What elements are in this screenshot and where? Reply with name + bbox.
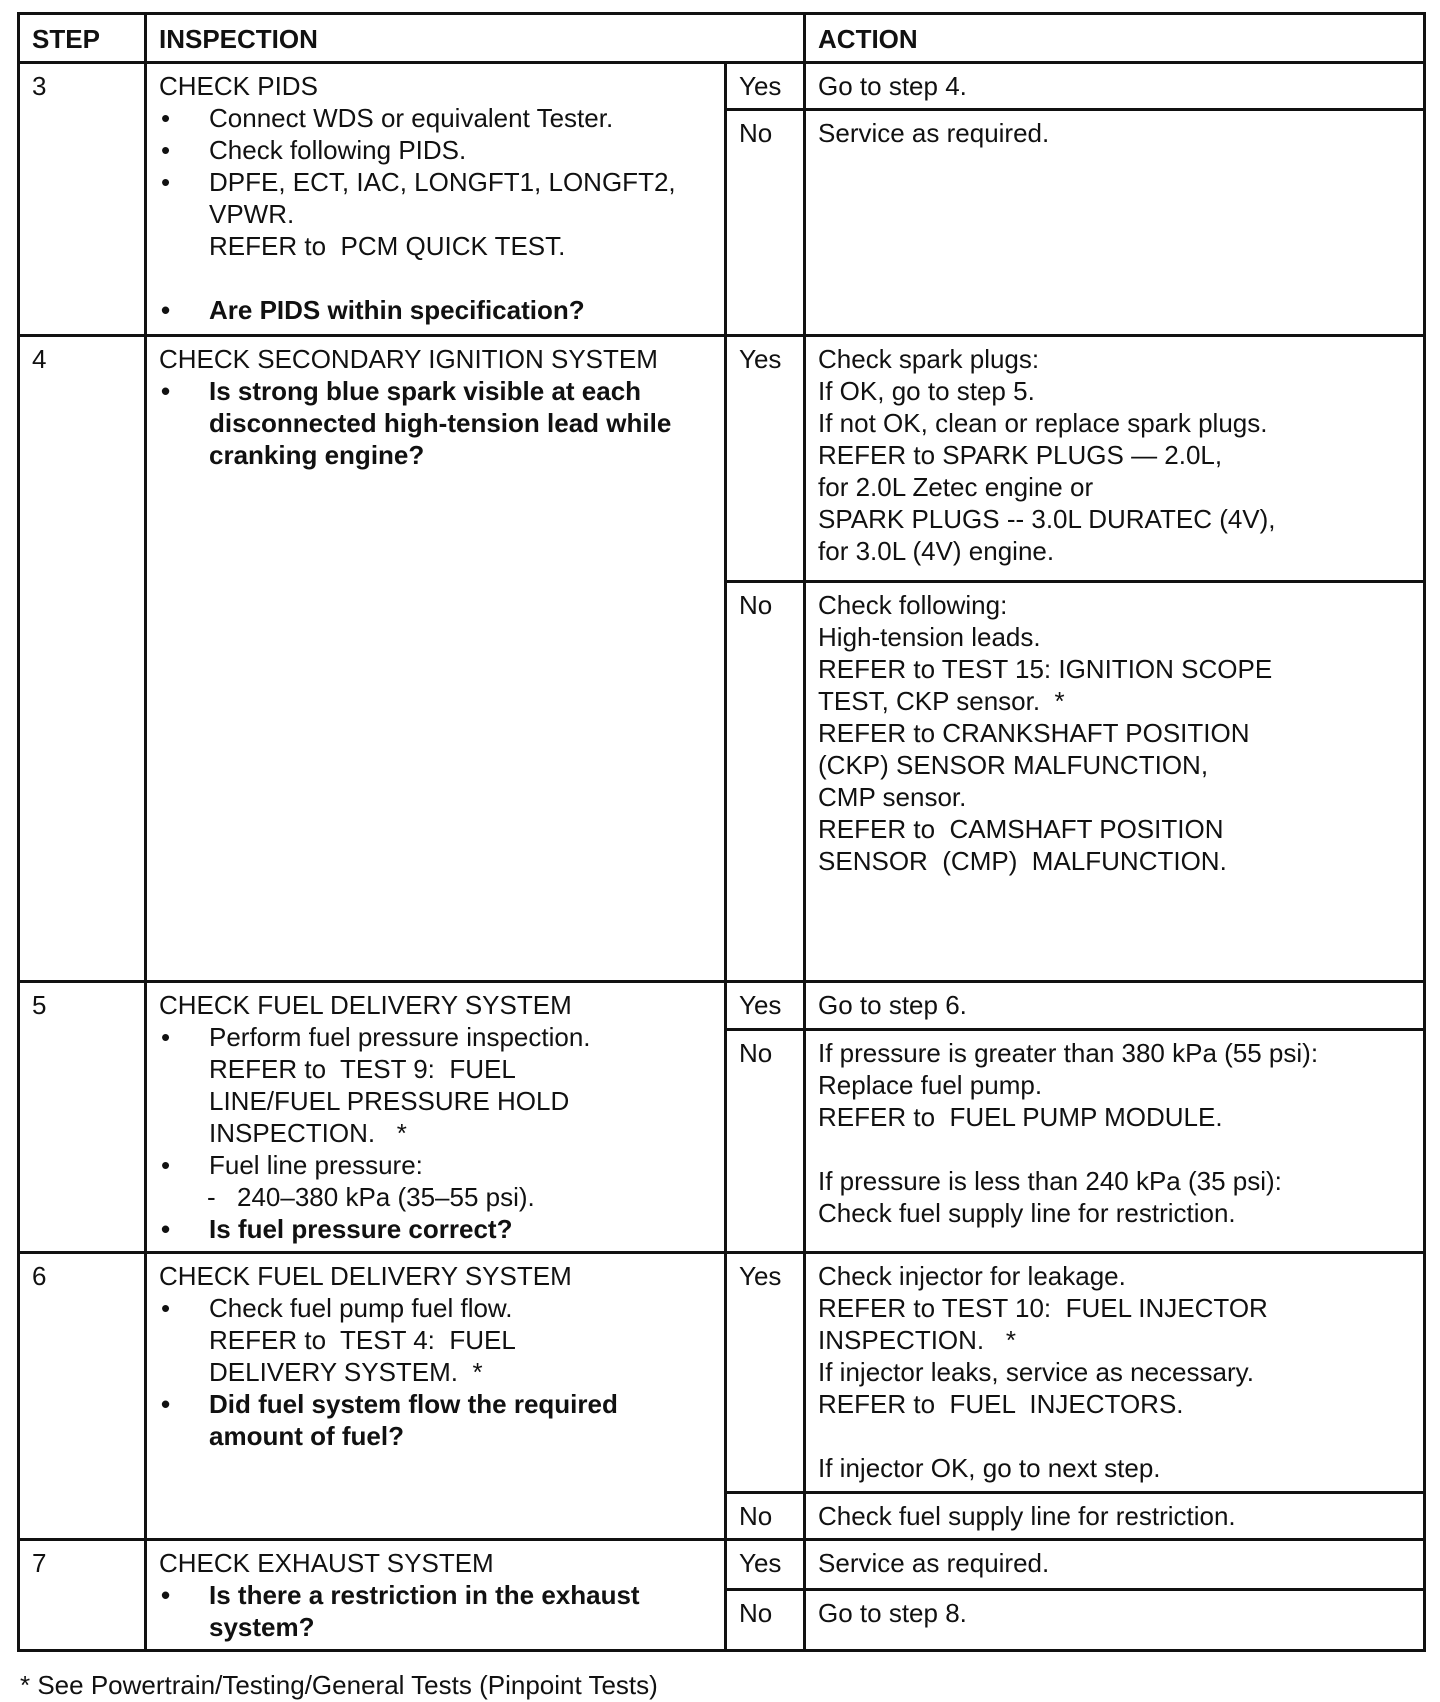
yes-label: Yes — [726, 63, 805, 110]
inspection-question: • Is there a restriction in the exhaust system? — [161, 1580, 640, 1642]
no-action: Service as required. — [805, 110, 1425, 336]
step-7-yes-row — [19, 1540, 1425, 1590]
step-column-header: STEP — [19, 14, 146, 63]
step-3-yes-row — [19, 63, 1425, 110]
inspection-bullet: • DPFE, ECT, IAC, LONGFT1, LONGFT2, VPWR. REFER to PCM QUICK TEST. — [159, 166, 712, 262]
inspection-bullet: • Connect WDS or equivalent Tester. — [161, 103, 614, 133]
inspection-question: • Is strong blue spark visible at each disconnected high-tension lead while cranking engine? — [161, 376, 672, 470]
yes-label: Yes — [726, 1253, 805, 1493]
no-label: No — [726, 1589, 805, 1650]
inspection-cell — [146, 1540, 726, 1651]
no-label: No — [726, 110, 805, 336]
yes-label: Yes — [726, 1540, 805, 1590]
action-column-header: ACTION — [805, 14, 1425, 63]
inspection-cell — [146, 63, 726, 336]
no-action: If pressure is greater than 380 kPa (55 psi): Replace fuel pump. REFER to FUEL PUMP MODULE. If pressure is less than 240 kPa (35 psi): Check fuel supply line for restriction. — [805, 1029, 1425, 1252]
yes-action: Go to step 6. — [805, 982, 1425, 1030]
inspection-sub-item: - 240–380 kPa (35–55 psi). — [207, 1182, 535, 1212]
inspection-title: CHECK PIDS — [159, 71, 318, 101]
inspection-bullet: • Check fuel pump fuel flow. REFER to TEST 4: FUEL DELIVERY SYSTEM. * — [161, 1293, 516, 1387]
yes-action: Check injector for leakage. REFER to TEST 10: FUEL INJECTOR INSPECTION. * If injector leaks, service as necessary. REFER to FUEL INJECTORS. If injector OK, go to next step. — [805, 1253, 1425, 1493]
yes-action: Check spark plugs: If OK, go to step 5. If not OK, clean or replace spark plugs. REFER to SPARK PLUGS — 2.0L, for 2.0L Zetec engine or SPARK PLUGS -- 3.0L DURATEC (4V), for 3.0L (4V) engine. — [805, 336, 1425, 582]
inspection-question: • Is fuel pressure correct? — [161, 1214, 513, 1244]
yes-action: Go to step 4. — [805, 63, 1425, 110]
no-label: No — [726, 1493, 805, 1540]
inspection-column-header: INSPECTION — [146, 14, 805, 63]
no-action: Check following: High-tension leads. REFER to TEST 15: IGNITION SCOPE TEST, CKP sensor. * REFER to CRANKSHAFT POSITION (CKP) SENSOR MALFUNCTION, CMP sensor. REFER to CAMSHAFT POSITION SENSOR (CMP) MALFUNCTION. — [805, 582, 1425, 982]
yes-label: Yes — [726, 336, 805, 582]
step-number: 7 — [19, 1540, 146, 1651]
no-action: Go to step 8. — [805, 1589, 1425, 1650]
no-label: No — [726, 582, 805, 982]
inspection-bullet: • Check following PIDS. — [161, 135, 467, 165]
step-6-yes-row — [19, 1253, 1425, 1493]
step-number: 5 — [19, 982, 146, 1253]
step-5-yes-row — [19, 982, 1425, 1030]
inspection-bullet: • Perform fuel pressure inspection. REFER to TEST 9: FUEL LINE/FUEL PRESSURE HOLD INSPECTION. * — [161, 1022, 591, 1148]
inspection-title: CHECK FUEL DELIVERY SYSTEM — [159, 990, 572, 1020]
step-number: 3 — [19, 63, 146, 336]
inspection-title: CHECK EXHAUST SYSTEM — [159, 1548, 494, 1578]
inspection-bullet: • Fuel line pressure: — [161, 1150, 423, 1180]
header-row — [19, 14, 1425, 63]
inspection-title: CHECK SECONDARY IGNITION SYSTEM — [159, 344, 658, 374]
inspection-cell — [146, 982, 726, 1253]
no-label: No — [726, 1029, 805, 1252]
no-action: Check fuel supply line for restriction. — [805, 1493, 1425, 1540]
inspection-question: • Are PIDS within specification? — [161, 295, 585, 325]
inspection-cell — [146, 336, 726, 982]
inspection-title: CHECK FUEL DELIVERY SYSTEM — [159, 1261, 572, 1291]
footnote: * See Powertrain/Testing/General Tests (Pinpoint Tests) — [20, 1670, 658, 1700]
diagnostic-table — [17, 12, 1426, 1652]
inspection-question: • Did fuel system flow the required amount of fuel? — [161, 1389, 618, 1451]
yes-label: Yes — [726, 982, 805, 1030]
step-4-yes-row — [19, 336, 1425, 582]
step-number: 4 — [19, 336, 146, 982]
step-number: 6 — [19, 1253, 146, 1540]
inspection-cell — [146, 1253, 726, 1540]
yes-action: Service as required. — [805, 1540, 1425, 1590]
refer-text: REFER to PCM QUICK TEST. — [209, 231, 566, 261]
